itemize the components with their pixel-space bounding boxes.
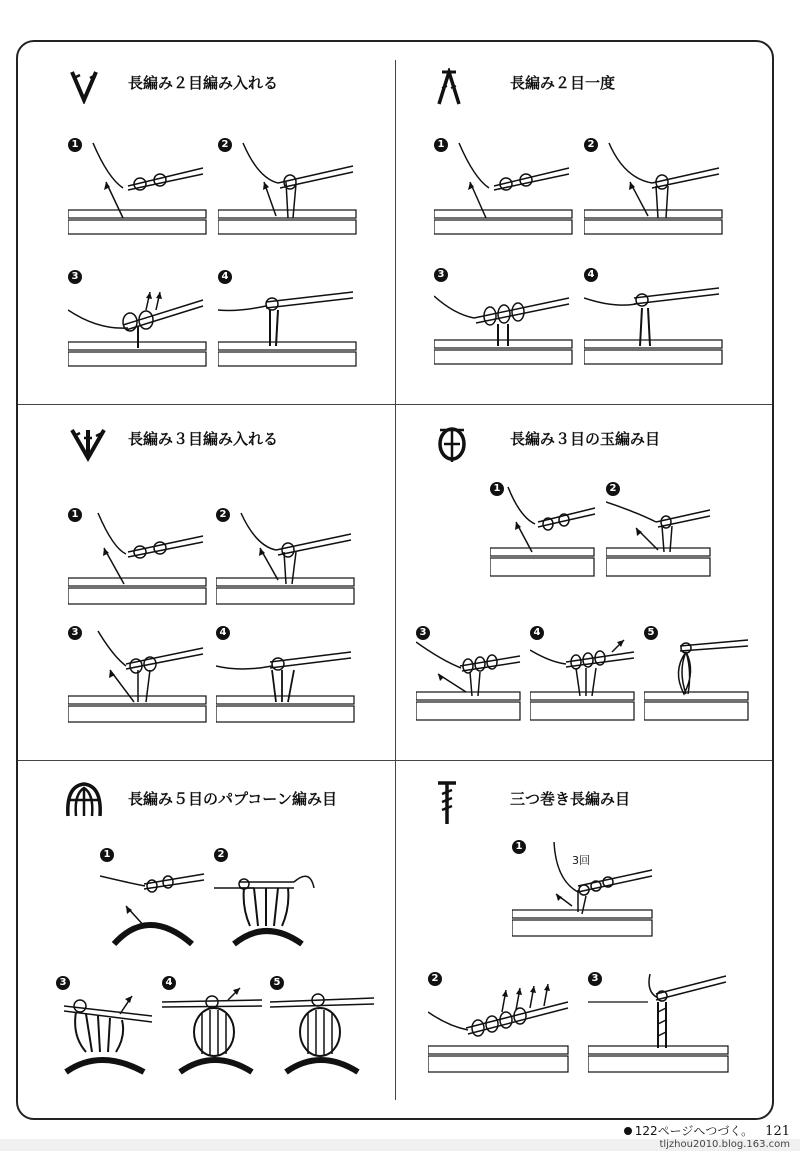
step-2 bbox=[218, 138, 358, 238]
step-3 bbox=[588, 972, 728, 1072]
step-diagram bbox=[606, 482, 746, 582]
step-1 bbox=[512, 840, 652, 940]
watermark: tljzhou2010.blog.163.com bbox=[0, 1139, 800, 1151]
step-diagram bbox=[434, 138, 574, 238]
step-number: 5 bbox=[270, 976, 284, 990]
step-2 bbox=[606, 482, 746, 582]
step-diagram bbox=[588, 972, 738, 1076]
step-number: 1 bbox=[490, 482, 504, 496]
step-3 bbox=[434, 268, 574, 368]
step-diagram bbox=[216, 626, 356, 726]
step-4 bbox=[216, 626, 356, 726]
step-number: 2 bbox=[214, 848, 228, 862]
step-number: 2 bbox=[216, 508, 230, 522]
step-diagram bbox=[68, 270, 208, 370]
page-number: 121 bbox=[765, 1124, 790, 1139]
step-number: 2 bbox=[584, 138, 598, 152]
bobble-symbol-icon bbox=[436, 426, 468, 464]
step-number: 4 bbox=[216, 626, 230, 640]
step-number: 2 bbox=[218, 138, 232, 152]
step-1 bbox=[434, 138, 574, 238]
step-number: 3 bbox=[416, 626, 430, 640]
section-title: 長編み５目のパプコーン編み目 bbox=[128, 790, 337, 808]
step-number: 3 bbox=[56, 976, 70, 990]
step-1 bbox=[68, 508, 208, 608]
step-number: 3 bbox=[68, 626, 82, 640]
three-dc-in-one-symbol-icon bbox=[68, 426, 108, 462]
step-number: 4 bbox=[162, 976, 176, 990]
step-4 bbox=[218, 270, 358, 370]
step-diagram bbox=[218, 270, 358, 370]
dc2tog-symbol-icon bbox=[436, 68, 462, 106]
step-5 bbox=[270, 976, 410, 1076]
step-diagram bbox=[644, 626, 784, 726]
step-number: 3 bbox=[434, 268, 448, 282]
step-3 bbox=[68, 626, 208, 726]
section-title: 長編み２目一度 bbox=[510, 74, 616, 92]
step-diagram bbox=[214, 848, 354, 948]
step-2 bbox=[428, 972, 568, 1072]
row-divider-2 bbox=[18, 760, 772, 761]
step-number: 1 bbox=[68, 508, 82, 522]
step-diagram bbox=[584, 138, 724, 238]
continued-note: 122ページへつづく。 bbox=[634, 1124, 754, 1138]
step-2 bbox=[584, 138, 724, 238]
row-divider-1 bbox=[18, 404, 772, 405]
step-diagram bbox=[428, 972, 578, 1076]
step-3 bbox=[68, 270, 208, 370]
step-diagram bbox=[216, 508, 356, 608]
step-number: 1 bbox=[68, 138, 82, 152]
step-number: 2 bbox=[428, 972, 442, 986]
section-title: 長編み２目編み入れる bbox=[128, 74, 279, 92]
triple-treble-symbol-icon bbox=[436, 780, 458, 826]
step-diagram bbox=[584, 268, 724, 368]
step-diagram bbox=[68, 138, 208, 238]
step-number: 1 bbox=[434, 138, 448, 152]
step-1 bbox=[68, 138, 208, 238]
step-number: 3 bbox=[588, 972, 602, 986]
section-title: 長編み３目編み入れる bbox=[128, 430, 279, 448]
column-divider bbox=[395, 60, 396, 1100]
step-number: 1 bbox=[512, 840, 526, 854]
step-number: 5 bbox=[644, 626, 658, 640]
step-number: 3 bbox=[68, 270, 82, 284]
step-number: 2 bbox=[606, 482, 620, 496]
section-title: 三つ巻き長編み目 bbox=[510, 790, 631, 808]
step-diagram bbox=[270, 976, 410, 1076]
step-number: 4 bbox=[218, 270, 232, 284]
step-number: 4 bbox=[584, 268, 598, 282]
step-diagram bbox=[68, 508, 208, 608]
wrap-count-note: 3回 bbox=[572, 854, 590, 867]
bullet-icon bbox=[624, 1127, 632, 1135]
step-diagram bbox=[218, 138, 358, 238]
step-2 bbox=[214, 848, 354, 948]
step-diagram bbox=[434, 268, 574, 368]
step-2 bbox=[216, 508, 356, 608]
section-title: 長編み３目の玉編み目 bbox=[510, 430, 661, 448]
step-5 bbox=[644, 626, 784, 726]
step-4 bbox=[584, 268, 724, 368]
page-footer bbox=[624, 1122, 790, 1139]
step-number: 4 bbox=[530, 626, 544, 640]
two-dc-in-one-symbol-icon bbox=[68, 68, 100, 104]
step-diagram bbox=[68, 626, 208, 726]
popcorn-symbol-icon bbox=[64, 780, 104, 820]
step-number: 1 bbox=[100, 848, 114, 862]
